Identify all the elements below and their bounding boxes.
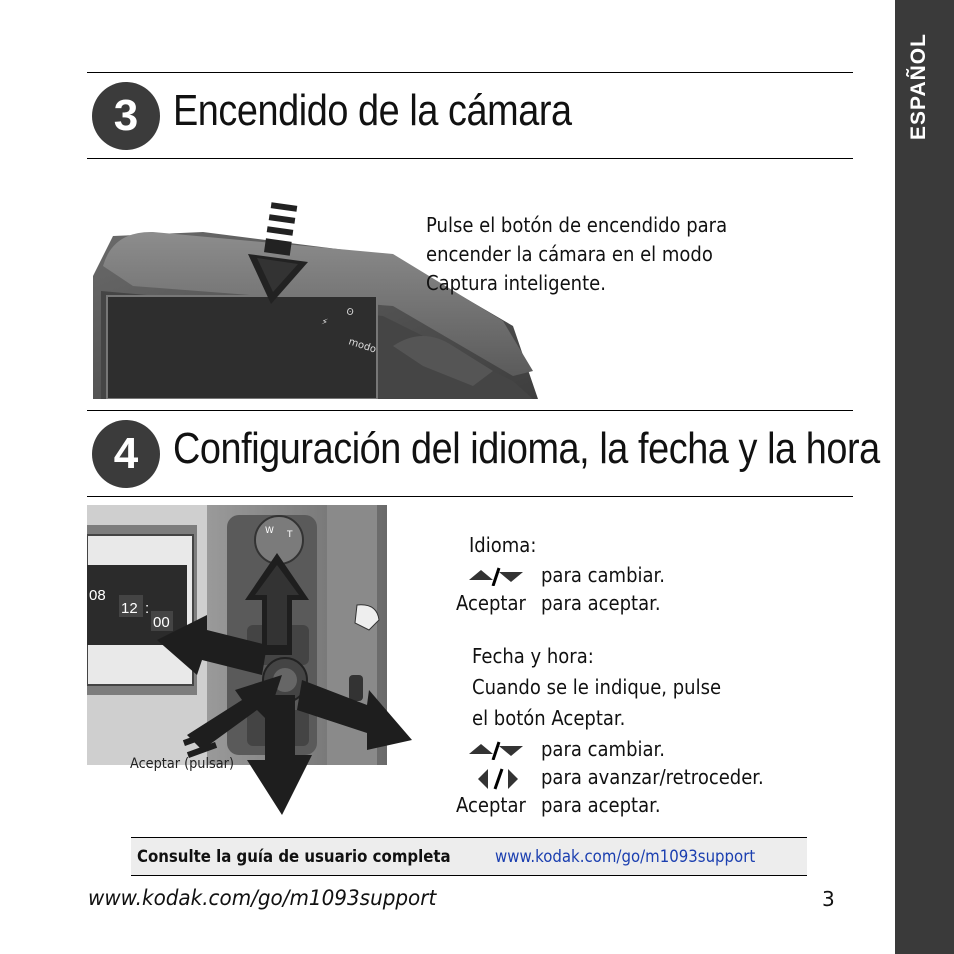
page-number: 3 [822,887,835,911]
fecha-line-2: el botón Aceptar. [472,706,626,730]
section4-top-rule [87,410,853,411]
press-accept-caption: Aceptar (pulsar) [130,756,234,772]
user-guide-link[interactable]: www.kodak.com/go/m1093support [495,847,756,867]
fecha-move-text: para avanzar/retroceder. [541,765,764,789]
up-down-arrows-icon [467,740,523,760]
section3-instruction-line-3: Captura inteligente. [426,271,606,295]
section4-bottom-rule [87,496,853,497]
user-guide-text: Consulte la guía de usuario completa [137,847,451,867]
language-tab-label: ESPAÑOL [907,33,930,140]
section3-bottom-rule [87,158,853,159]
idioma-label: Idioma: [469,533,537,557]
fecha-change-text: para cambiar. [541,737,666,761]
svg-text:W: W [265,526,274,536]
step-3-badge: 3 [92,82,160,150]
idioma-accept-text: para aceptar. [541,591,661,615]
camera-mode-label: modo [347,336,378,356]
section3-instruction-line-1: Pulse el botón de encendido para [426,213,728,237]
svg-text:T: T [287,530,293,540]
step-4-badge: 4 [92,420,160,488]
left-right-arrows-icon [476,767,520,791]
svg-text::: : [145,600,150,617]
fecha-line-1: Cuando se le indique, pulse [472,675,722,699]
screen-year: 08 [89,587,106,604]
section3-instruction-line-2: encender la cámara en el modo [426,242,713,266]
language-side-tab [895,0,954,954]
fecha-accept-text: para aceptar. [541,793,661,817]
svg-text:⚡: ⚡ [320,317,329,329]
camera-back-photo [87,505,417,825]
fecha-accept-key: Aceptar [456,793,526,817]
screen-hour: 12 [121,600,138,617]
user-guide-bar [131,837,807,876]
svg-text:ʘ: ʘ [345,307,355,319]
idioma-change-text: para cambiar. [541,563,666,587]
section3-title: Encendido de la cámara [173,86,572,135]
section3-top-rule [87,72,853,73]
page-footer-url: www.kodak.com/go/m1093support [88,886,437,910]
screen-minute: 00 [153,614,170,631]
up-down-arrows-icon [467,566,523,586]
idioma-accept-key: Aceptar [456,591,526,615]
section4-title: Configuración del idioma, la fecha y la hora [173,424,880,473]
fecha-label: Fecha y hora: [472,644,594,668]
